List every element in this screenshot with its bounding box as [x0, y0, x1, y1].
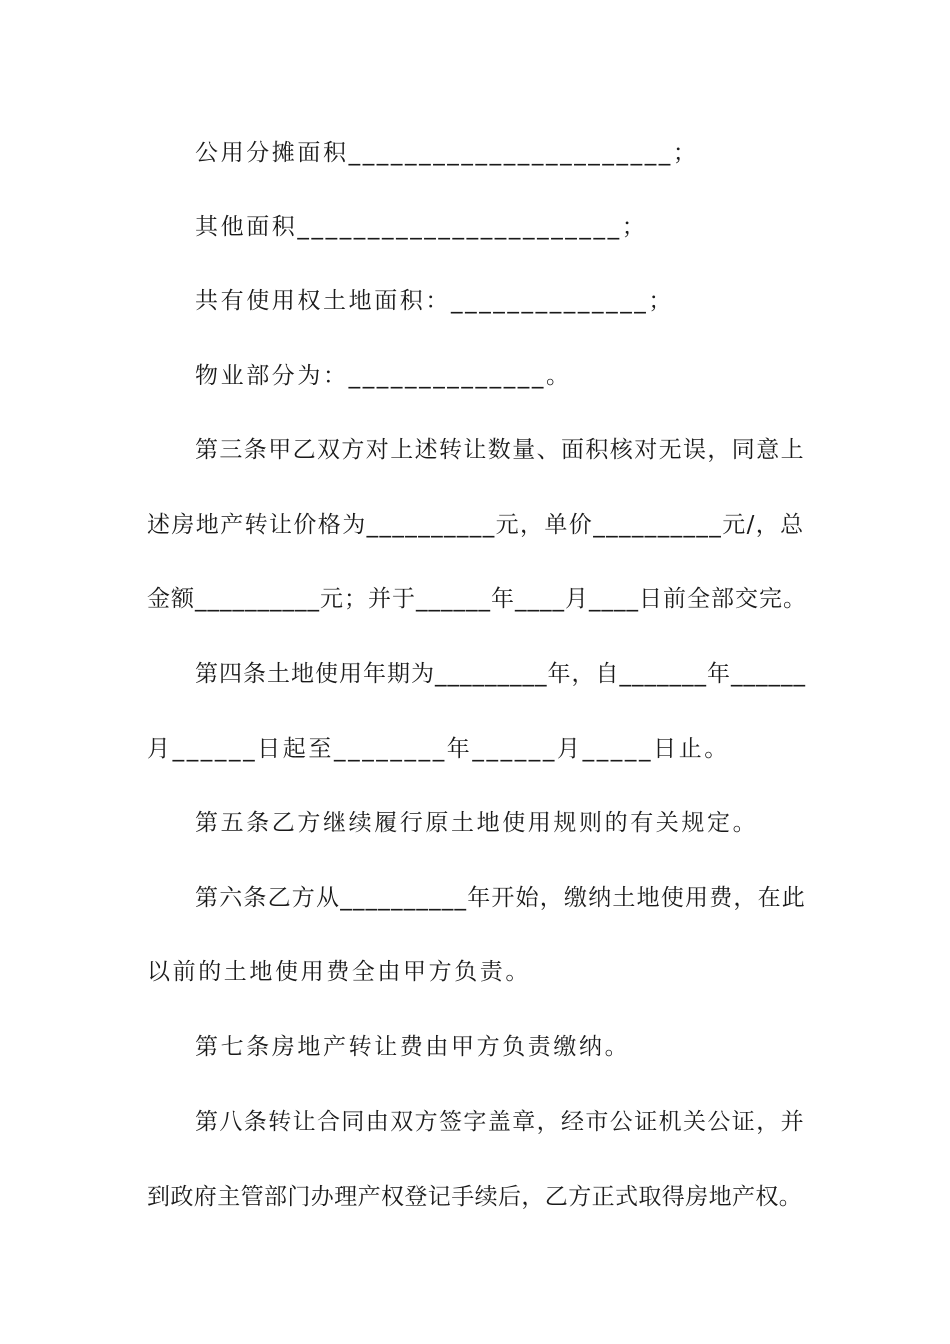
article-3-line-3: 金额__________元；并于______年____月____日前全部交完。 [147, 586, 807, 612]
article-6-line-2: 以前的土地使用费全由甲方负责。 [147, 959, 531, 985]
article-3-line-2: 述房地产转让价格为__________元，单价__________元/，总 [147, 512, 805, 538]
article-8-line-2: 到政府主管部门办理产权登记手续后，乙方正式取得房地产权。 [147, 1184, 803, 1210]
article-5-line: 第五条乙方继续履行原土地使用规则的有关规定。 [195, 810, 759, 836]
article-6-line-1: 第六条乙方从__________年开始，缴纳土地使用费，在此 [195, 885, 806, 911]
article-8-line-1: 第八条转让合同由双方签字盖章，经市公证机关公证，并 [195, 1109, 805, 1135]
article-7-line: 第七条房地产转让费由甲方负责缴纳。 [195, 1034, 631, 1060]
shared-land-area-line: 共有使用权土地面积：______________； [195, 288, 674, 314]
article-3-line-1: 第三条甲乙双方对上述转让数量、面积核对无误，同意上 [195, 437, 805, 463]
article-4-line-1: 第四条土地使用年期为_________年，自_______年______ [195, 661, 806, 687]
article-4-line-2: 月______日起至________年______月_____日止。 [147, 736, 730, 762]
other-area-line: 其他面积_______________________； [195, 214, 648, 240]
property-part-line: 物业部分为：______________。 [195, 363, 572, 389]
public-shared-area-line: 公用分摊面积_______________________； [195, 140, 699, 166]
